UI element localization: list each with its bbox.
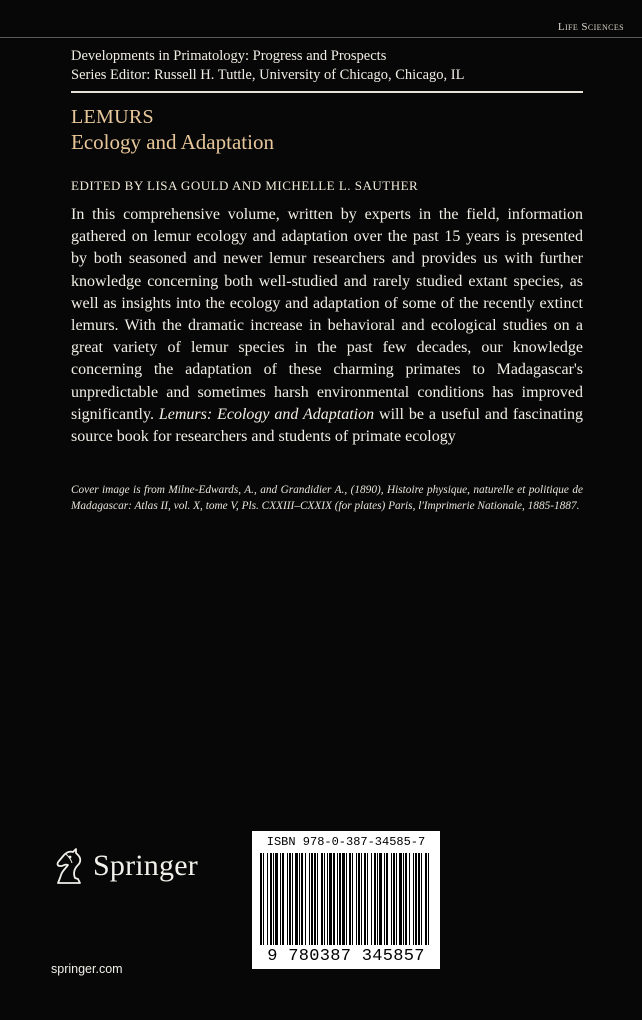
barcode-bar xyxy=(377,853,378,945)
barcode-bar xyxy=(342,853,345,945)
barcode-bar xyxy=(425,853,427,945)
barcode-bar xyxy=(384,853,385,945)
barcode-bar xyxy=(405,853,407,945)
barcode-bar xyxy=(399,853,402,945)
publisher-name: Springer xyxy=(93,849,198,882)
barcode-bar xyxy=(273,853,274,945)
isbn-label: ISBN 978-0-387-34585-7 xyxy=(266,835,426,849)
barcode-bar xyxy=(358,853,360,945)
barcode-bars xyxy=(258,853,434,947)
barcode-bar xyxy=(309,853,310,945)
barcode-bar xyxy=(270,853,272,945)
category-label: Life Sciences xyxy=(557,21,624,33)
barcode-bar xyxy=(396,853,397,945)
barcode-bar xyxy=(324,853,325,945)
barcode-bar xyxy=(379,853,382,945)
barcode-bar xyxy=(263,853,264,945)
barcode-bar xyxy=(292,853,293,945)
series-editor: Series Editor: Russell H. Tuttle, University of Chicago, Chicago, IL xyxy=(71,67,465,83)
barcode-bar xyxy=(282,853,284,945)
barcode-bar xyxy=(364,853,366,945)
isbn-barcode xyxy=(252,831,440,969)
book-title: LEMURS xyxy=(71,106,154,128)
barcode-bar xyxy=(393,853,395,945)
barcode-bar xyxy=(339,853,341,945)
publisher-logo xyxy=(51,846,198,886)
barcode-bar xyxy=(280,853,281,945)
barcode-bar xyxy=(371,853,372,945)
barcode-bar xyxy=(403,853,404,945)
barcode-bar xyxy=(409,853,410,945)
barcode-bar xyxy=(374,853,376,945)
top-divider xyxy=(0,37,642,38)
barcode-bar xyxy=(305,853,306,945)
barcode-bar xyxy=(289,853,291,945)
barcode-bar xyxy=(428,853,429,945)
barcode-bar xyxy=(260,853,262,945)
barcode-bar xyxy=(349,853,351,945)
barcode-bar xyxy=(287,853,288,945)
barcode-bar xyxy=(267,853,268,945)
barcode-bar xyxy=(356,853,357,945)
barcode-bar xyxy=(299,853,300,945)
description-book-reference: Lemurs: Ecology and Adaptation xyxy=(158,405,375,423)
barcode-bar xyxy=(321,853,323,945)
barcode-bar xyxy=(361,853,362,945)
book-subtitle: Ecology and Adaptation xyxy=(71,130,274,154)
barcode-bar xyxy=(337,853,338,945)
barcode-bar xyxy=(418,853,420,945)
barcode-bar xyxy=(275,853,278,945)
barcode-bar xyxy=(415,853,417,945)
barcode-bar xyxy=(386,853,388,945)
barcode-bar xyxy=(301,853,303,945)
series-info xyxy=(71,47,464,85)
barcode-digits: 9 780387 345857 xyxy=(267,947,425,966)
cover-image-credit: Cover image is from Milne-Edwards, A., and Grandidier A., (1890), Histoire physique, naturelle et politique de Madagascar: Atlas II, vol. X, tome V, Pls. CXXIII–CXXIX (for plates) Paris, l'Imprimerie Nationale, 1885-1887. xyxy=(71,484,583,512)
publisher-website: springer.com xyxy=(51,962,123,976)
barcode-bar xyxy=(329,853,332,945)
series-title: Developments in Primatology: Progress and Prospects xyxy=(71,48,387,64)
barcode-bar xyxy=(311,853,313,945)
barcode-bar xyxy=(352,853,353,945)
barcode-bar xyxy=(327,853,328,945)
barcode-bar xyxy=(333,853,335,945)
barcode-bar xyxy=(317,853,318,945)
barcode-bar xyxy=(295,853,298,945)
barcode-bar xyxy=(314,853,316,945)
editors-line: EDITED BY LISA GOULD AND MICHELLE L. SAUTHER xyxy=(71,178,419,193)
description-tail: will be a useful and fascinating source book for researchers and students of primate ecology xyxy=(71,405,584,446)
barcode-bar xyxy=(421,853,422,945)
horse-chess-knight-icon xyxy=(51,846,87,886)
barcode-bar xyxy=(413,853,414,945)
barcode-bar xyxy=(391,853,392,945)
series-divider xyxy=(71,91,583,93)
book-description xyxy=(71,204,583,448)
barcode-bar xyxy=(346,853,347,945)
description-main: In this comprehensive volume, written by experts in the field, information gathered on lemur ecology and adaptation over the past 15 years is presented by both seasoned and newer lemur researchers and provides us with further knowledge concerning both well-studied and rarely studied extant species, as well as insights into the ecology and adaptation of some of the recently extinct lemurs. With the dramatic increase in behavioral and ecological studies on a great variety of lemur species in the past few decades, our knowledge concerning the adaptation of these charming primates to Madagascar's unpredictable and sometimes harsh environmental conditions has improved significantly. xyxy=(71,206,583,423)
barcode-bar xyxy=(367,853,368,945)
title-block xyxy=(71,105,274,156)
